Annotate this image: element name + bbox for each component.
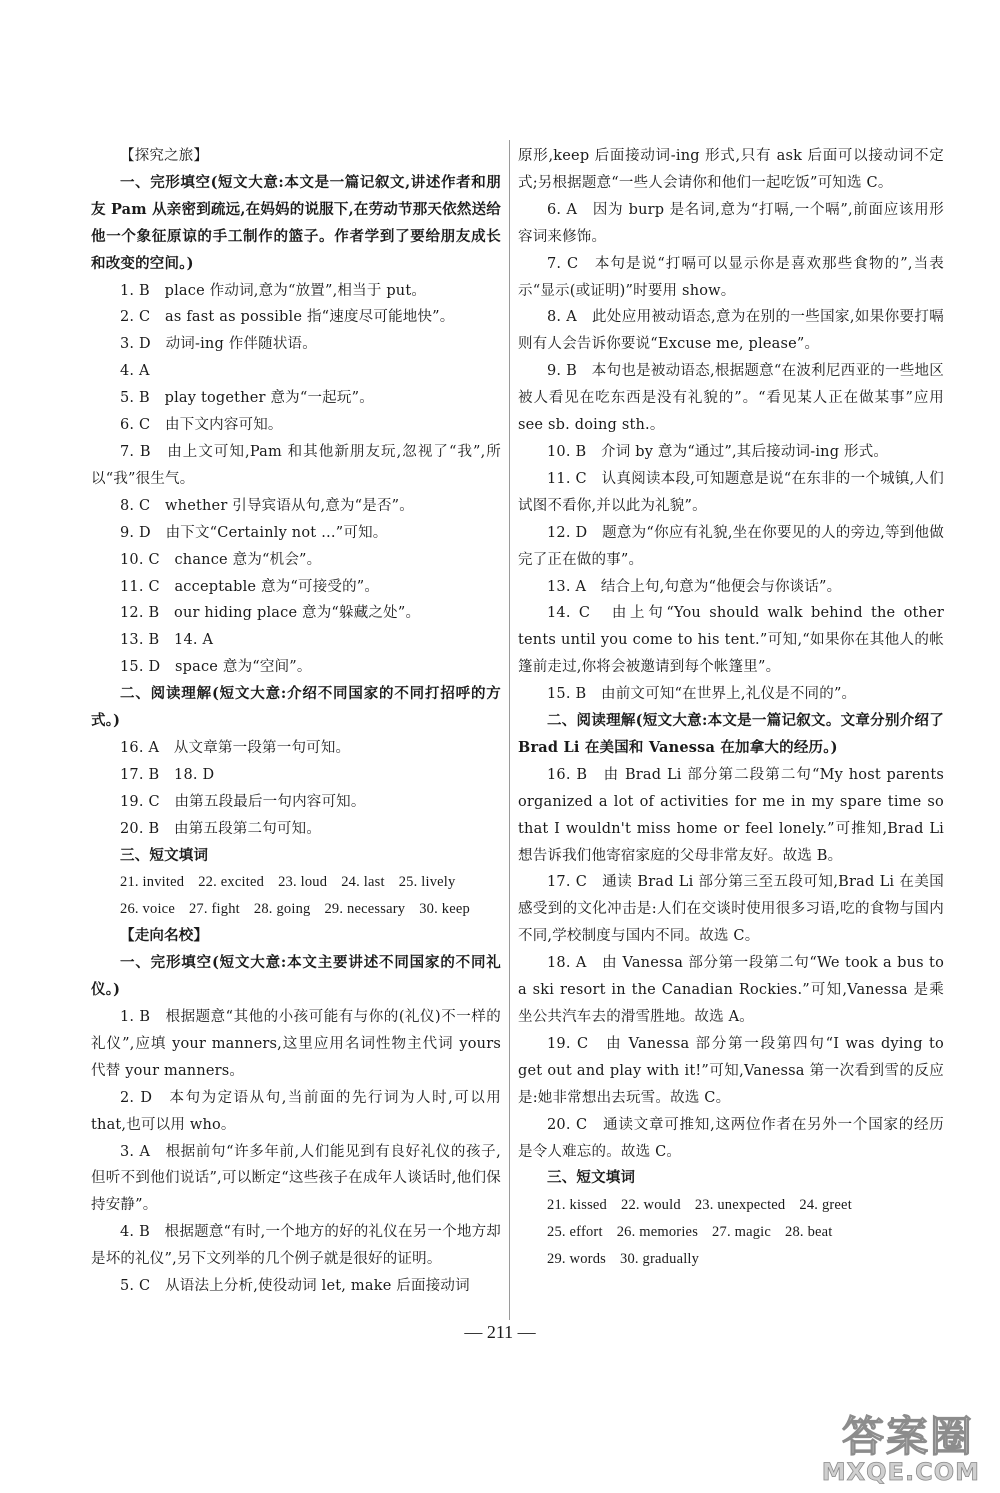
answer-row [518,1192,944,1219]
answer-explanation: 9. D 由下文“Certainly not …”可知。 [120,524,388,541]
answer-explanation: 20. C 通读文章可推知,这两位作者在另外一个国家的经历是令人难忘的。故选 C。 [518,1116,944,1160]
answer-item: 22. would [621,1197,681,1214]
answer-item: 23. loud [278,874,328,891]
answer-item: 27. magic [712,1224,772,1241]
section-heading: 三、短文填词 [120,846,209,864]
answer-explanation: 原形,keep 后面接动词-ing 形式,只有 ask 后面可以接动词不定式;另根据题意“一些人会请你和他们一起吃饭”可知选 C。 [518,148,944,191]
answer-explanation: 6. A 因为 burp 是名词,意为“打嗝,一个嗝”,前面应该用形容词来修饰。 [518,201,944,245]
answer-explanation: 1. B 根据题意“其他的小孩可能有与你的(礼仪)不一样的礼仪”,应填 your manners,这里应用名词性物主代词 yours 代替 your manners。 [91,1009,501,1079]
answer-explanation: 3. D 动词-ing 作伴随状语。 [120,336,317,353]
answer-row [518,1219,944,1246]
column-divider [509,140,510,1320]
answer-item: 29. necessary [324,901,406,918]
answer-explanation: 16. B 由 Brad Li 部分第二段第二句“My host parents organized a lot of activities for me in my spare time so that I wouldn't miss home or feel lonely.”可推知,Brad Li 想告诉我们他寄宿家庭的父母非常友好。故选 B。 [518,766,944,864]
answer-explanation: 17. C 通读 Brad Li 部分第三至五段可知,Brad Li 在美国感受到的文化冲击是:人们在交谈时使用很多习语,吃的食物与国内不同,学校制度与国内不同。故选 C。 [518,874,944,945]
answer-explanation: 8. A 此处应用被动语态,意为在别的一些国家,如果你要打嗝则有人会告诉你要说“Excuse me, please”。 [518,309,944,353]
left-column [91,143,501,1300]
answer-explanation: 15. B 由前文可知“在世界上,礼仪是不同的”。 [547,686,857,703]
answer-explanation: 4. B 根据题意“有时,一个地方的好的礼仪在另一个地方却是坏的礼仪”,另下文列举的几个例子就是很好的证明。 [91,1224,501,1268]
answer-explanation: 3. A 根据前句“许多年前,人们能见到有良好礼仪的孩子,但听不到他们说话”,可以断定“这些孩子在成年人谈话时,他们保持安静”。 [91,1143,501,1214]
answer-explanation: 7. C 本句是说“打嗝可以显示你是喜欢那些食物的”,当表示“显示(或证明)”时要用 show。 [518,255,944,299]
answer-item: 29. words [547,1251,606,1268]
answer-row [91,869,501,896]
answer-explanation: 2. C as fast as possible 指“速度尽可能地快”。 [120,309,455,326]
right-column [518,143,944,1273]
answer-item: 27. fight [188,901,240,918]
answer-item: 22. excited [198,874,265,891]
answer-explanation: 14. C 由上句“You should walk behind the other tents until you come to his tent.”可知,“如果你在其他人的帐篷前走过,你将会被邀请到每个帐篷里”。 [518,605,944,676]
answer-explanation: 12. B our hiding place 意为“躲藏之处”。 [120,605,421,622]
section-heading: 三、短文填词 [547,1169,636,1187]
answer-item: 24. greet [799,1197,852,1214]
answer-explanation: 16. A 从文章第一段第一句可知。 [120,739,351,756]
answer-explanation: 9. B 本句也是被动语态,根据题意“在波利尼西亚的一些地区被人看见在吃东西是没有礼貌的”。“看见某人正在做某事”应用 see sb. doing sth.。 [518,363,944,434]
answer-row [91,896,501,923]
answer-item: 30. keep [419,901,470,918]
answer-explanation: 11. C 认真阅读本段,可知题意是说“在东非的一个城镇,人们试图不看你,并以此为礼貌”。 [518,470,944,514]
answer-explanation: 5. B play together 意为“一起玩”。 [120,390,374,407]
answer-explanation: 18. A 由 Vanessa 部分第一段第二句“We took a bus to a ski resort in the Canadian Rockies.”可知,Vanessa 是乘坐公共汽车去的滑雪胜地。故选 A。 [518,955,944,1025]
answer-item: 21. invited [120,874,185,891]
answer-item: 30. gradually [620,1251,700,1268]
answer-explanation: 13. B 14. A [120,632,214,649]
answer-item: 25. effort [547,1224,603,1241]
answer-item: 24. last [341,874,385,891]
answer-explanation: 19. C 由第五段最后一句内容可知。 [120,793,366,810]
section-heading: 二、阅读理解(短文大意:本文是一篇记叙文。文章分别介绍了 Brad Li 在美国和 Vanessa 在加拿大的经历。) [518,712,944,756]
answer-explanation: 【探究之旅】 [120,148,209,164]
answer-explanation: 4. A [120,363,150,380]
answer-explanation: 7. B 由上文可知,Pam 和其他新朋友玩,忽视了“我”,所以“我”很生气。 [91,443,501,487]
answer-explanation: 10. B 介词 by 意为“通过”,其后接动词-ing 形式。 [547,443,889,460]
section-heading: 【走向名校】 [120,927,209,945]
answer-explanation: 15. D space 意为“空间”。 [120,659,312,676]
answer-explanation: 17. B 18. D [120,766,215,783]
answer-item: 23. unexpected [694,1197,786,1214]
watermark-url: MXQE.COM [821,1458,980,1486]
answer-row [518,1246,944,1273]
answer-explanation: 20. B 由第五段第二句可知。 [120,820,322,837]
section-heading: 一、完形填空(短文大意:本文是一篇记叙文,讲述作者和朋友 Pam 从亲密到疏远,在妈妈的说服下,在劳动节那天依然送给他一个象征原谅的手工制作的篮子。作者学到了要给朋友成长和改变的空间。) [91,173,501,272]
answer-explanation: 12. D 题意为“你应有礼貌,坐在你要见的人的旁边,等到他做完了正在做的事”。 [518,524,944,568]
answer-item: 26. voice [120,901,175,918]
answer-item: 28. beat [785,1224,833,1241]
watermark-logo [780,1404,980,1490]
answer-explanation: 2. D 本句为定语从句,当前面的先行词为人时,可以用 that,也可以用 who。 [91,1089,501,1133]
answer-explanation: 10. C chance 意为“机会”。 [120,551,322,568]
answer-explanation: 13. A 结合上句,句意为“他便会与你谈话”。 [547,578,842,595]
answer-item: 25. lively [398,874,456,891]
watermark-text: 答案圈 [841,1412,974,1461]
section-heading: 一、完形填空(短文大意:本文主要讲述不同国家的不同礼仪。) [91,954,501,999]
answer-explanation: 11. C acceptable 意为“可接受的”。 [120,578,380,595]
answer-explanation: 8. C whether 引导宾语从句,意为“是否”。 [120,497,414,514]
answer-explanation: 1. B place 作动词,意为“放置”,相当于 put。 [120,282,427,299]
answer-item: 21. kissed [547,1197,607,1214]
answer-explanation: 6. C 由下文内容可知。 [120,417,283,434]
answer-explanation: 5. C 从语法上分析,使役动词 let, make 后面接动词 [120,1278,470,1295]
answer-item: 26. memories [616,1224,699,1241]
answer-item: 28. going [253,901,311,918]
page-number: — 211 — [464,1322,536,1342]
section-heading: 二、阅读理解(短文大意:介绍不同国家的不同打招呼的方式。) [91,685,501,730]
answer-explanation: 19. C 由 Vanessa 部分第一段第四句“I was dying to get out and play with it!”可知,Vanessa 第一次看到雪的反应是:她非常想出去玩雪。故选 C。 [518,1035,944,1106]
